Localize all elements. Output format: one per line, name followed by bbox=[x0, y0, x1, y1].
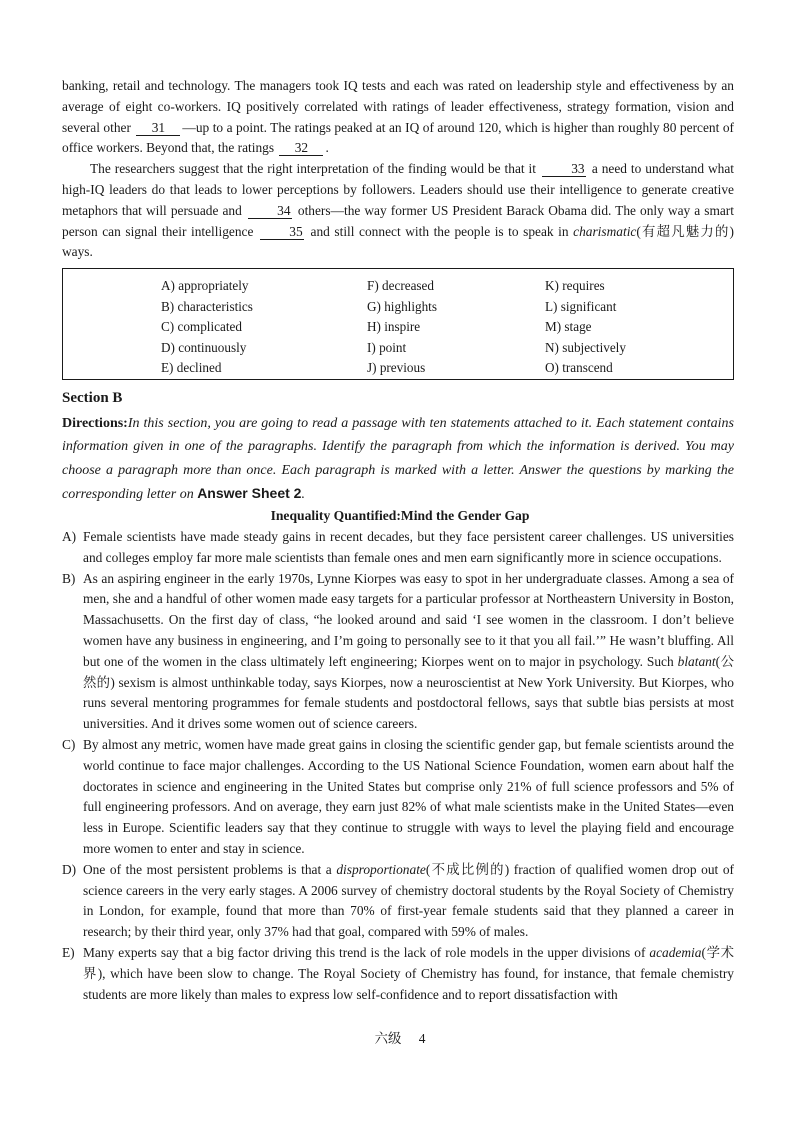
passage-text: others—the way former US President Barack Obama did. The only way a smart person can signal their intelligence bbox=[62, 202, 734, 239]
word-option: D) continuously bbox=[161, 339, 247, 355]
directions-label: Directions: bbox=[62, 416, 128, 431]
word-option: C) complicated bbox=[161, 319, 242, 335]
paragraph-letter: C) bbox=[62, 736, 76, 752]
word-option: E) declined bbox=[161, 360, 222, 376]
paragraph-letter: A) bbox=[62, 529, 77, 544]
passage-text: and still connect with the people is to speak in bbox=[305, 223, 574, 239]
paragraph-italic-term: blatant bbox=[677, 653, 716, 669]
blank-32: 32 bbox=[279, 140, 323, 156]
paragraph-text: As an aspiring engineer in the early 1970s, Lynne Kiorpes was easy to spot in her undergraduate classes. Among a sea of men, she and a handful of other women made easy targets for a particular professor at Northeastern University in Boston, Massachusetts. On the first day of class, “he looked around and said ‘I see women in the classroom. I don’t believe women have any business in engineering, and I’m going to personally see to it that you all fail.’” He wasn’t bluffing. All but one of the women in the class ultimately left engineering; Kiorpes went on to major in psychology. Such bbox=[83, 570, 734, 669]
paragraph-italic-term: disproportionate bbox=[336, 861, 426, 877]
directions-text-end: . bbox=[301, 487, 305, 503]
paragraph-text: (公然的) sexism is almost unthinkable today, says Kiorpes, now a neuroscientist at New York University. But Kiorpes, who runs several mentoring programmes for female students and postdoctoral fellows, says that subtle bias persists at most universities. And it drives some women out of science careers. bbox=[83, 653, 735, 732]
passage-paragraph-1 bbox=[62, 76, 734, 159]
word-option: L) significant bbox=[545, 298, 617, 314]
section-b-heading: Section B bbox=[62, 390, 123, 406]
paragraph-d bbox=[62, 860, 734, 943]
paragraph-e bbox=[62, 943, 734, 1005]
word-option: I) point bbox=[367, 339, 407, 355]
word-option: N) subjectively bbox=[545, 339, 626, 355]
word-option: K) requires bbox=[545, 278, 605, 293]
paragraph-letter: B) bbox=[62, 570, 76, 586]
passage-text: banking, retail and technology. The managers took IQ tests and each was rated on leadership style and effectiveness by an average of eight co-workers. IQ positively correlated with ratings of leader effectiveness, strategy formation, vision and several other bbox=[62, 78, 734, 135]
blank-33: 33 bbox=[542, 161, 586, 177]
paragraph-letter: E) bbox=[62, 944, 75, 960]
paragraph-text: Female scientists have made steady gains in recent decades, but they face persistent career challenges. US universities and colleges employ far more male scientists than female ones and men earn significantly more in science occupations. bbox=[83, 529, 734, 565]
passage-text: —up to a point. The ratings peaked at an IQ of around 120, which is higher than roughly 80 percent of office workers. Beyond that, the ratings bbox=[62, 119, 734, 156]
word-option: G) highlights bbox=[367, 298, 437, 314]
passage-text: . bbox=[325, 140, 329, 156]
word-bank-box bbox=[62, 268, 734, 380]
page-footer bbox=[0, 1028, 800, 1047]
word-option: O) transcend bbox=[545, 360, 613, 376]
paragraph-letter: D) bbox=[62, 861, 77, 877]
word-option: A) appropriately bbox=[161, 278, 249, 293]
word-option: J) previous bbox=[367, 360, 426, 376]
word-bank-column-3 bbox=[545, 276, 626, 379]
passage-text: (有超凡魅力的) ways. bbox=[62, 223, 735, 260]
paragraph-b bbox=[62, 569, 734, 735]
passage-italic-term: charismatic bbox=[573, 223, 637, 239]
answer-sheet-label: Answer Sheet 2 bbox=[197, 485, 302, 502]
passage-paragraph-2 bbox=[62, 159, 734, 263]
paragraph-text: One of the most persistent problems is that a bbox=[83, 861, 337, 877]
directions-text: In this section, you are going to read a passage with ten statements attached to it. Each statement contains information given in one of the paragraphs. Identify the paragraph from which the information is derived. You may choose a paragraph more than once. Each paragraph is marked with a letter. Answer the questions by marking the corresponding letter on bbox=[62, 416, 734, 503]
paragraph-text: By almost any metric, women have made great gains in closing the scientific gender gap, but female scientists around the world continue to face major challenges. According to the US National Science Foundation, women earn about half the doctorates in science and engineering in the United States but comprise only 21% of full science professors and 5% of full engineering professors. And on average, they earn just 82% of what male scientists make in the United States—even less in Europe. Scientific leaders say that they continue to struggle with ways to level the playing field and encourage more women to enter and stay in science. bbox=[83, 736, 734, 856]
paragraph-italic-term: academia bbox=[649, 944, 702, 960]
blank-34: 34 bbox=[248, 203, 292, 219]
paragraph-text: (不成比例的) fraction of qualified women drop out of science careers in the very early stages. A 2006 survey of chemistry doctoral students by the Royal Society of Chemistry in London, for example, found that more than 70% of first-year female students said that they planned a career in research; by their third year, only 37% had that goal, compared with 59% of males. bbox=[83, 861, 734, 940]
passage-text: a need to understand what high-IQ leaders do that leads to lower perceptions by followers. Leaders should use their intelligence to generate creative metaphors that will persuade and bbox=[62, 161, 734, 218]
word-option: F) decreased bbox=[367, 278, 434, 293]
section-b-directions bbox=[62, 412, 734, 507]
word-bank-column-1 bbox=[161, 276, 253, 379]
paragraph-a bbox=[62, 527, 734, 569]
word-option: B) characteristics bbox=[161, 298, 253, 314]
paragraph-text: (学术界), which have been slow to change. The Royal Society of Chemistry has found, for instance, that female chemistry students are more likely than males to express low self-confidence and to report dissatisfaction with bbox=[83, 944, 734, 1002]
word-option: H) inspire bbox=[367, 319, 421, 335]
paragraph-c bbox=[62, 735, 734, 860]
word-bank-column-2 bbox=[367, 276, 437, 379]
passage-title: Inequality Quantified:Mind the Gender Gap bbox=[270, 508, 530, 523]
word-option: M) stage bbox=[545, 319, 592, 335]
paragraph-text: Many experts say that a big factor driving this trend is the lack of role models in the upper divisions of bbox=[83, 944, 650, 960]
section-a-passage bbox=[62, 76, 734, 263]
blank-31: 31 bbox=[136, 120, 180, 136]
lettered-paragraphs bbox=[62, 527, 734, 1005]
exam-level-label: 六级 bbox=[374, 1031, 402, 1046]
blank-35: 35 bbox=[260, 224, 304, 240]
passage-text: The researchers suggest that the right interpretation of the finding would be that it bbox=[90, 161, 540, 177]
page-number: 4 bbox=[418, 1031, 426, 1046]
